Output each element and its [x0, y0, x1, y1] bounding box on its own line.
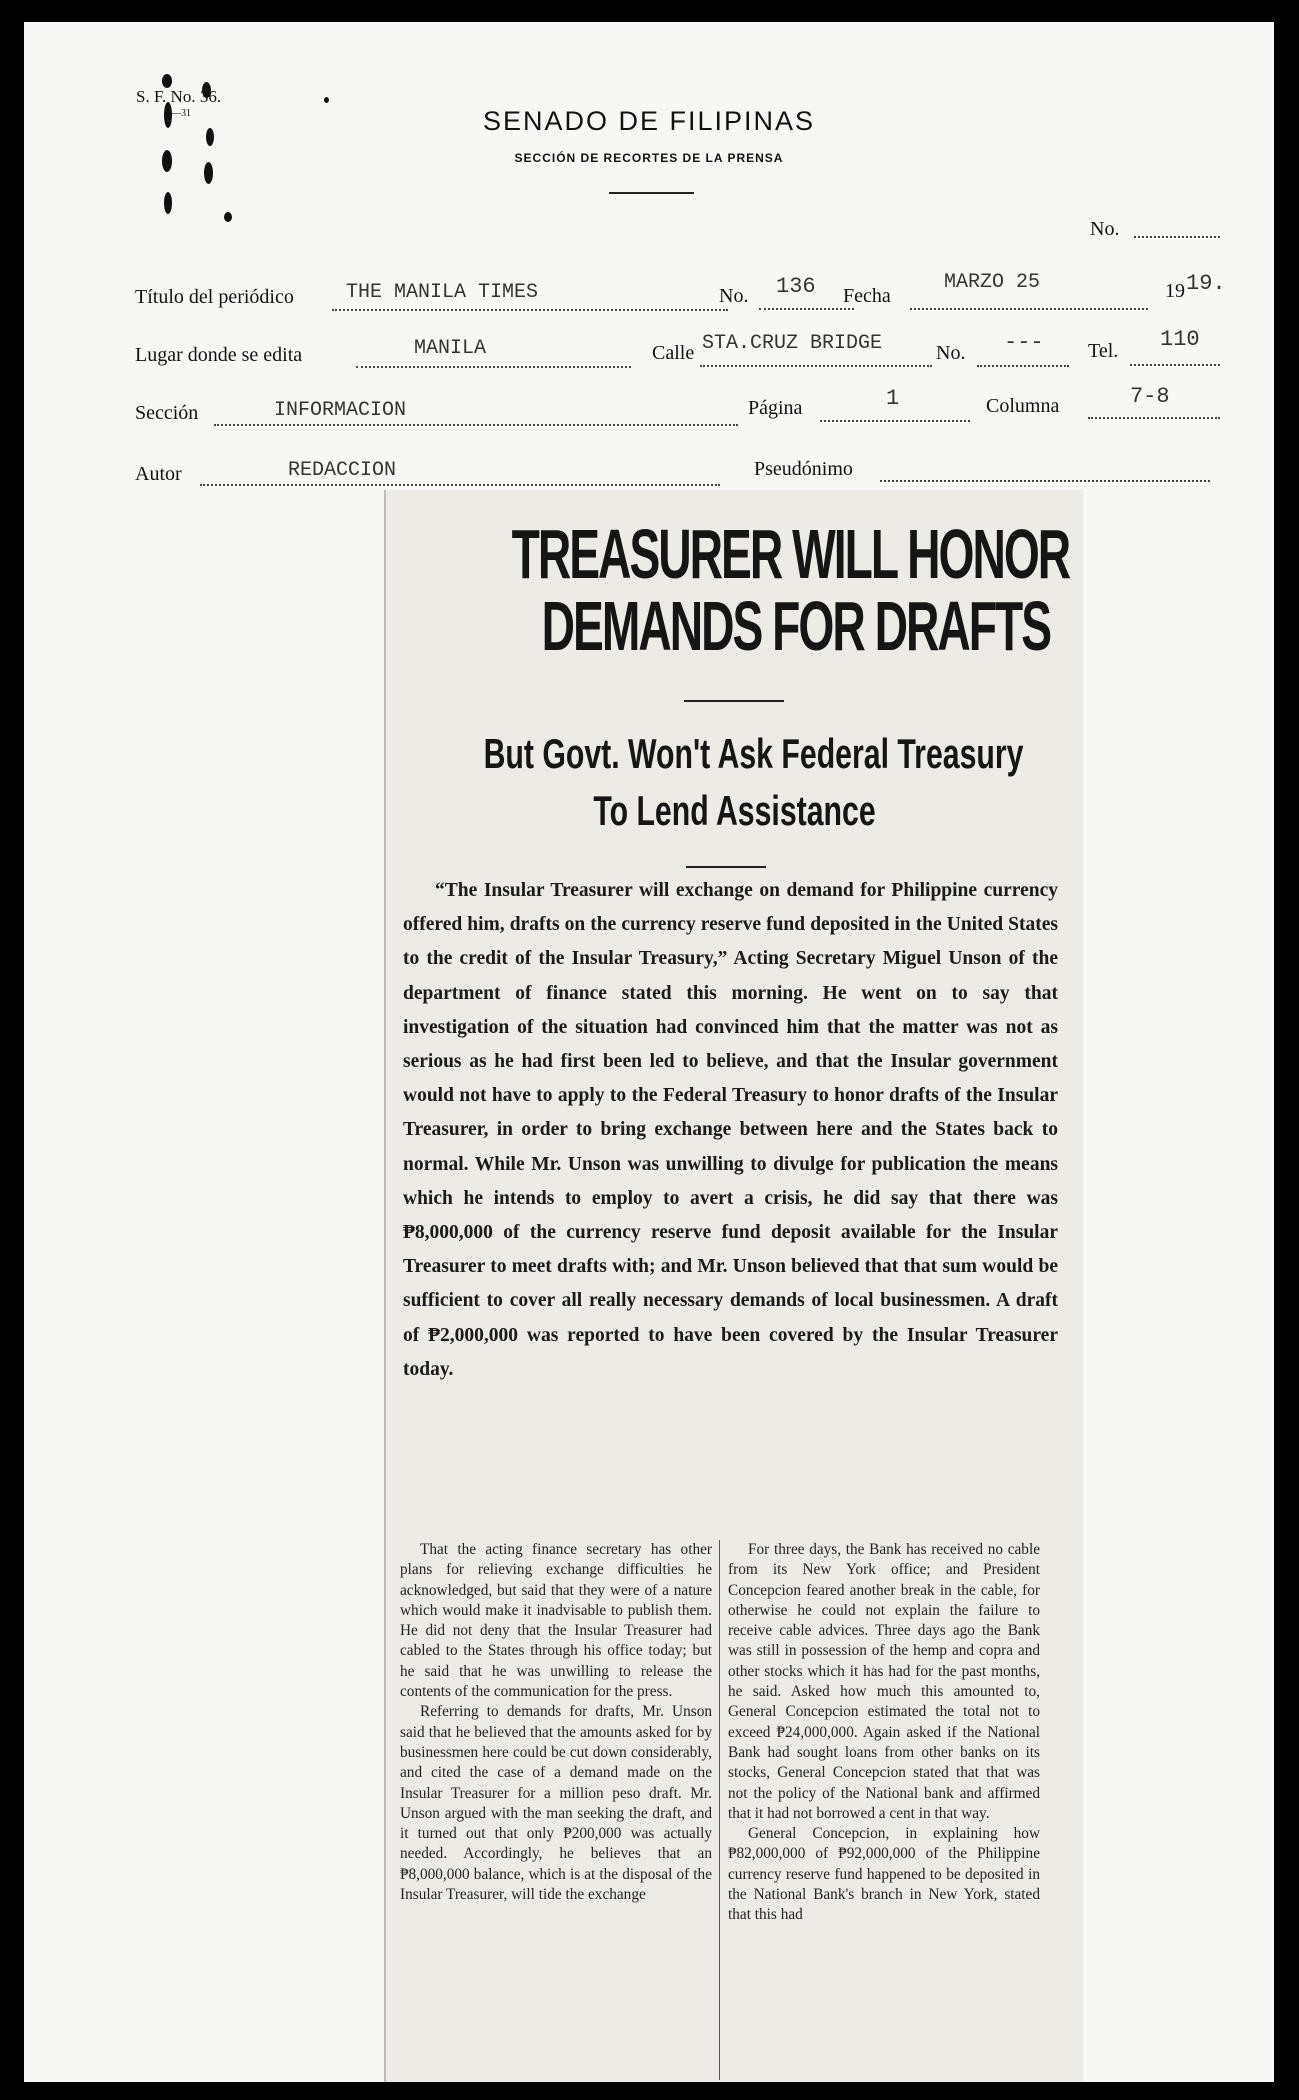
binder-hole: [162, 74, 172, 88]
column-1-paragraph-1: That the acting finance secretary has other plans for relieving exchange difficulties he acknowledged, but said that they were of a nature which would make it inadvisable to publish them. He did not deny that the Insular Treasurer had cabled to the States through his office today; but he said that he was unwilling to release the contents of the communication for the press.: [400, 1541, 712, 1701]
column-divider: [719, 1540, 720, 2080]
form-reference-sub: 7—31: [166, 108, 191, 119]
binder-hole: [204, 162, 213, 184]
clipping-record-sheet: [24, 22, 1274, 2082]
calle-value: STA.CRUZ BRIDGE: [702, 332, 883, 355]
columna-value: 7-8: [1130, 384, 1170, 409]
binder-hole: [224, 212, 232, 222]
record-number-label: No.: [1090, 218, 1120, 240]
title-divider: [609, 192, 694, 194]
titulo-label: Título del periódico: [135, 286, 294, 308]
headline-line-1: TREASURER WILL HONOR: [511, 515, 1070, 593]
deck-rule: [686, 866, 766, 868]
tel-line: [1130, 364, 1220, 366]
fecha-line: [910, 308, 1148, 310]
headline-line-2: DEMANDS FOR DRAFTS: [541, 587, 1051, 665]
columna-line: [1088, 417, 1220, 419]
headline-rule: [684, 700, 784, 702]
calle-line: [700, 365, 932, 367]
tel-value: 110: [1160, 327, 1200, 352]
pagina-value: 1: [886, 386, 900, 411]
pagina-label: Página: [748, 397, 803, 419]
numero-value: 136: [776, 274, 816, 299]
form-reference-label: S. F. No. 36.: [136, 87, 222, 106]
tel-label: Tel.: [1088, 340, 1119, 362]
calle-label: Calle: [652, 342, 695, 364]
page-title: SENADO DE FILIPINAS: [482, 106, 816, 136]
column-2-paragraph-1: For three days, the Bank has received no cable from its New York office; and President Concepcion feared another break in the cable, for otherwise he could not explain the failure to receive cable advices. Three days ago the Bank was still in possession of the hemp and copra and other stocks which it has had for the past months, he said. Asked how much this amounted to, General Concepcion estimated the total not to exceed ₱24,000,000. Again asked if the National Bank had sought loans from other banks on its stocks, General Concepcion stated that that was not the policy of the National bank and affirmed that it had not borrowed a cent in that way.: [728, 1541, 1040, 1822]
page-subtitle: SECCIÓN DE RECORTES DE LA PRENSA: [514, 151, 784, 165]
autor-value: REDACCION: [288, 459, 397, 482]
binder-hole: [324, 97, 329, 103]
titulo-value: THE MANILA TIMES: [346, 281, 539, 304]
lugar-label: Lugar donde se edita: [135, 344, 303, 366]
record-number-line: [1134, 236, 1220, 238]
deck-line-1: But Govt. Won't Ask Federal Treasury: [483, 730, 1024, 777]
column-1-paragraph-2: Referring to demands for drafts, Mr. Unson said that he believed that the amounts asked for by businessmen here could be cut down considerably, and cited the case of a demand made on the Insular Treasurer for a million peso draft. Mr. Unson argued with the man seeking the draft, and it turned out that only ₱200,000 was actually needed. Accordingly, he believes that an ₱8,000,000 balance, which is at the disposal of the Insular Treasurer, will tide the exchange: [400, 1703, 712, 1904]
seccion-line: [214, 424, 738, 426]
year-prefix: 19: [1165, 280, 1185, 302]
seccion-label: Sección: [135, 402, 199, 424]
columna-label: Columna: [986, 395, 1060, 417]
pagina-line: [820, 420, 970, 422]
numero-line: [759, 308, 854, 310]
calle-no-line: [977, 365, 1069, 367]
autor-line: [200, 484, 720, 486]
pseudonimo-line: [880, 480, 1210, 482]
fecha-value: MARZO 25: [944, 271, 1041, 294]
deck-line-2: To Lend Assistance: [593, 787, 876, 834]
lead-paragraph: “The Insular Treasurer will exchange on demand for Philippine currency offered him, drafts on the currency reserve fund deposited in the United States to the credit of the Insular Treasury,” Acting Secretary Miguel Unson of the department of finance stated this morning. He went on to say that investigation of the situation had convinced him that the matter was not as serious as he had first been led to believe, and that the Insular government would not have to apply to the Federal Treasury to honor drafts of the Insular Treasurer, in order to bring exchange between here and the States back to normal. While Mr. Unson was unwilling to divulge for publication the means which he intends to employ to avert a crisis, he did say that there was ₱8,000,000 of the currency reserve fund deposit available for the Insular Treasurer to meet drafts with; and Mr. Unson believed that that sum would be sufficient to cover all really necessary demands of local businessmen. A draft of ₱2,000,000 was reported to have been covered by the Insular Treasurer today.: [403, 880, 1058, 1380]
numero-label: No.: [719, 285, 749, 307]
article-column-2: [728, 1540, 1040, 1926]
lugar-line: [356, 366, 631, 368]
column-2-paragraph-2: General Concepcion, in explaining how ₱82,000,000 of ₱92,000,000 of the Philippine currency reserve fund happened to be deposited in the National Bank's branch in New York, stated that this had: [728, 1825, 1040, 1924]
seccion-value: INFORMACION: [274, 399, 407, 422]
year-value: 19.: [1186, 271, 1226, 296]
calle-no-value: ---: [1004, 330, 1044, 355]
lugar-value: MANILA: [414, 337, 487, 360]
fecha-label: Fecha: [843, 285, 891, 307]
newspaper-clipping: [384, 490, 1083, 2082]
titulo-line: [332, 309, 728, 311]
article-column-1: [400, 1540, 712, 1905]
autor-label: Autor: [135, 463, 182, 485]
pseudonimo-label: Pseudónimo: [754, 458, 853, 480]
binder-hole: [164, 192, 172, 214]
calle-no-label: No.: [936, 342, 966, 364]
